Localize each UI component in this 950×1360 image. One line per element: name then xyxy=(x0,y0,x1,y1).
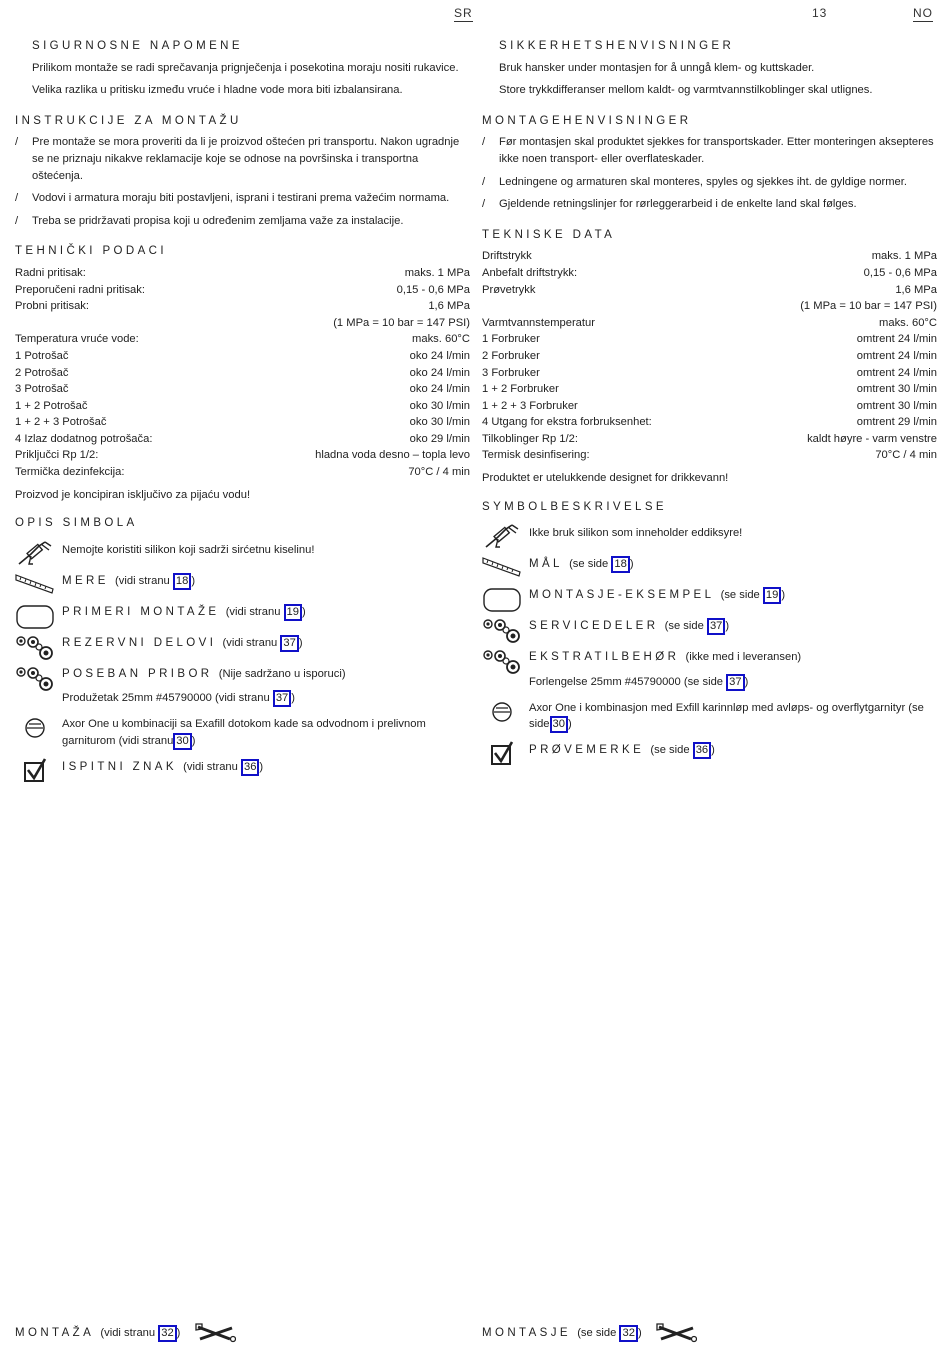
page-ref-link[interactable]: 37 xyxy=(273,690,291,707)
table-row: 1 + 2 + 3 Forbruker omtrent 30 l/min xyxy=(482,399,937,412)
spare-parts-icon xyxy=(482,616,522,644)
sr-footer-montaza: MONTAŽA (vidi stranu 32 ) xyxy=(15,1322,236,1344)
table-row: 1 Forbruker omtrent 24 l/min xyxy=(482,333,937,346)
table-row: Varmtvannstemperatur maks. 60°C xyxy=(482,316,937,329)
table-row: (1 MPa = 10 bar = 147 PSI) xyxy=(800,300,937,313)
lang-label-no: NO xyxy=(913,6,933,20)
no-symbols-title: SYMBOLBESKRIVELSE xyxy=(482,500,667,513)
accessories-icon xyxy=(482,647,522,675)
no-symbol-maal: MÅL (se side 18 ) xyxy=(482,556,937,578)
no-install-title: MONTAGEHENVISNINGER xyxy=(482,114,692,127)
page-ref-link[interactable]: 32 xyxy=(619,1325,637,1342)
table-row: 1 + 2 Forbruker omtrent 30 l/min xyxy=(482,383,937,396)
table-row: 1 Potrošač oko 24 l/min xyxy=(15,349,470,362)
no-safety-p2: Store trykkdifferanser mellom kaldt- og varmtvannstilkoblinger skal utlignes. xyxy=(499,84,873,97)
page-number: 13 xyxy=(812,6,828,20)
column-sr xyxy=(15,38,470,790)
table-row: Termisk desinfisering: 70°C / 4 min xyxy=(482,449,937,462)
no-install-item: / Ledningene og armaturen skal monteres, spyles og sjekkes iht. de gyldige normer. xyxy=(482,175,907,188)
ruler-icon xyxy=(15,571,55,599)
table-row: Probni pritisak: 1,6 MPa xyxy=(15,300,470,313)
no-symbol-silicone: Ikke bruk silikon som inneholder eddiksyre! xyxy=(482,525,937,547)
no-symbol-eksempel: MONTASJE-EKSEMPEL (se side 19 ) xyxy=(482,587,937,609)
sr-safety-title: SIGURNOSNE NAPOMENE xyxy=(32,40,243,52)
no-symbol-provemerke: PRØVEMERKE (se side 36 ) xyxy=(482,742,937,764)
table-row: 2 Forbruker omtrent 24 l/min xyxy=(482,349,937,362)
sr-tech-table xyxy=(15,265,470,481)
sr-install-item: / Treba se pridržavati propisa koji u određenim zemljama važe za instalacije. xyxy=(15,214,404,227)
axor-exafill-icon xyxy=(15,714,55,742)
table-row: Tilkoblinger Rp 1/2: kaldt høyre - varm venstre xyxy=(482,432,937,445)
no-tech-title: TEKNISKE DATA xyxy=(482,228,616,241)
column-no xyxy=(482,38,937,773)
mounting-example-icon xyxy=(15,602,55,630)
wrench-icon xyxy=(655,1322,697,1344)
no-footer-montasje: MONTASJE (se side 32 ) xyxy=(482,1322,697,1344)
no-install-item: / Gjeldende retningslinjer for rørleggerarbeid i de enkelte land skal følges. xyxy=(482,198,857,211)
lang-label-sr: SR xyxy=(454,6,473,20)
sr-symbol-rezervni: REZERVNI DELOVI (vidi stranu 37 ) xyxy=(15,635,470,657)
page-ref-link[interactable]: 37 xyxy=(707,618,725,635)
sr-symbol-primeri: PRIMERI MONTAŽE (vidi stranu 19 ) xyxy=(15,604,470,626)
no-symbol-servicedeler: SERVICEDELER (se side 37 ) xyxy=(482,618,937,640)
sr-symbol-mere: MERE (vidi stranu 18 ) xyxy=(15,573,470,595)
page-ref-link[interactable]: 19 xyxy=(763,587,781,604)
table-row: 1 + 2 Potrošač oko 30 l/min xyxy=(15,399,470,412)
table-row: Termička dezinfekcija: 70°C / 4 min xyxy=(15,466,470,479)
no-safety-title: SIKKERHETSHENVISNINGER xyxy=(499,40,735,52)
table-row: Anbefalt driftstrykk: 0,15 - 0,6 MPa xyxy=(482,266,937,279)
table-row: Driftstrykk maks. 1 MPa xyxy=(482,250,937,263)
mounting-example-icon xyxy=(482,585,522,613)
page-ref-link[interactable]: 30 xyxy=(173,733,191,750)
sr-install-item: / Vodovi i armatura moraju biti postavljeni, isprani i testirani prema važećim normama. xyxy=(15,192,450,205)
page-ref-link[interactable]: 37 xyxy=(726,674,744,691)
table-row: Preporučeni radni pritisak: 0,15 - 0,6 MPa xyxy=(15,283,470,296)
page-ref-link[interactable]: 18 xyxy=(611,556,629,573)
ruler-icon xyxy=(482,554,522,582)
page-ref-link[interactable]: 32 xyxy=(158,1325,176,1342)
spare-parts-icon xyxy=(15,633,55,661)
silicone-gun-icon xyxy=(482,523,522,551)
page-ref-link[interactable]: 36 xyxy=(241,759,259,776)
no-tech-table xyxy=(482,248,937,464)
table-row: 4 Izlaz dodatnog potrošača: oko 29 l/min xyxy=(15,432,470,445)
test-mark-icon xyxy=(482,740,522,768)
test-mark-icon xyxy=(15,757,55,785)
sr-install-item: / Pre montaže se mora proveriti da li je proizvod oštećen pri transportu. Nakon ugradnje se ne priznaju nikakve reklamacije koje se odnose na površinska i transportna oštećenja. xyxy=(15,136,460,182)
table-row: Prøvetrykk 1,6 MPa xyxy=(482,283,937,296)
table-row: Radni pritisak: maks. 1 MPa xyxy=(15,266,470,279)
table-row: 3 Potrošač oko 24 l/min xyxy=(15,383,470,396)
sr-drinking-water-note: Proizvod je koncipiran isključivo za pijaću vodu! xyxy=(15,488,251,501)
no-install-item: / Før montasjen skal produktet sjekkes for transportskader. Etter monteringen aksepteres ikke noen transport- eller overflateskader. xyxy=(482,136,934,165)
no-symbol-axor: Axor One i kombinasjon med Exfill karinnløp med avløps- og overflytgarnityr (se side 30 ) xyxy=(482,700,937,734)
sr-symbols-title: OPIS SIMBOLA xyxy=(15,517,138,530)
page-ref-link[interactable]: 18 xyxy=(173,573,191,590)
page-ref-link[interactable]: 36 xyxy=(693,742,711,759)
page-ref-link[interactable]: 19 xyxy=(284,604,302,621)
sr-symbol-poseban: POSEBAN PRIBOR (Nije sadržano u isporuci) Produžetak 25mm #45790000 (vidi stranu 37 ) xyxy=(15,666,470,708)
sr-safety-p2: Velika razlika u pritisku između vruće i hladne vode mora biti izbalansirana. xyxy=(32,84,403,97)
table-row: (1 MPa = 10 bar = 147 PSI) xyxy=(333,316,470,329)
sr-tech-title: TEHNIČKI PODACI xyxy=(15,245,167,258)
table-row: 4 Utgang for ekstra forbruksenhet: omtrent 29 l/min xyxy=(482,416,937,429)
no-drinking-water-note: Produktet er utelukkende designet for drikkevann! xyxy=(482,472,729,485)
table-row: 2 Potrošač oko 24 l/min xyxy=(15,366,470,379)
table-row: 1 + 2 + 3 Potrošač oko 30 l/min xyxy=(15,416,470,429)
axor-exafill-icon xyxy=(482,698,522,726)
table-row: Temperatura vruće vode: maks. 60°C xyxy=(15,333,470,346)
sr-symbol-silicone: Nemojte koristiti silikon koji sadrži sirćetnu kiselinu! xyxy=(15,542,470,564)
sr-install-title: INSTRUKCIJE ZA MONTAŽU xyxy=(15,114,242,127)
accessories-icon xyxy=(15,664,55,692)
table-row: Priključci Rp 1/2: hladna voda desno – topla levo xyxy=(15,449,470,462)
no-safety-p1: Bruk hansker under montasjen for å unngå klem- og kuttskader. xyxy=(499,61,815,74)
sr-safety-p1: Prilikom montaže se radi sprečavanja prignječenja i posekotina moraju nositi rukavice. xyxy=(32,61,459,74)
no-symbol-ekstra: EKSTRATILBEHØR (ikke med i leveransen) Forlengelse 25mm #45790000 (se side 37 ) xyxy=(482,649,937,691)
page-ref-link[interactable]: 30 xyxy=(550,716,568,733)
page-ref-link[interactable]: 37 xyxy=(280,635,298,652)
sr-symbol-ispitni: ISPITNI ZNAK (vidi stranu 36 ) xyxy=(15,759,470,781)
sr-symbol-axor: Axor One u kombinaciji sa Exafill dotokom kade sa odvodnom i prelivnom garniturom (vidi stranu 30 ) xyxy=(15,716,470,750)
table-row: 3 Forbruker omtrent 24 l/min xyxy=(482,366,937,379)
silicone-gun-icon xyxy=(15,540,55,568)
wrench-icon xyxy=(194,1322,236,1344)
